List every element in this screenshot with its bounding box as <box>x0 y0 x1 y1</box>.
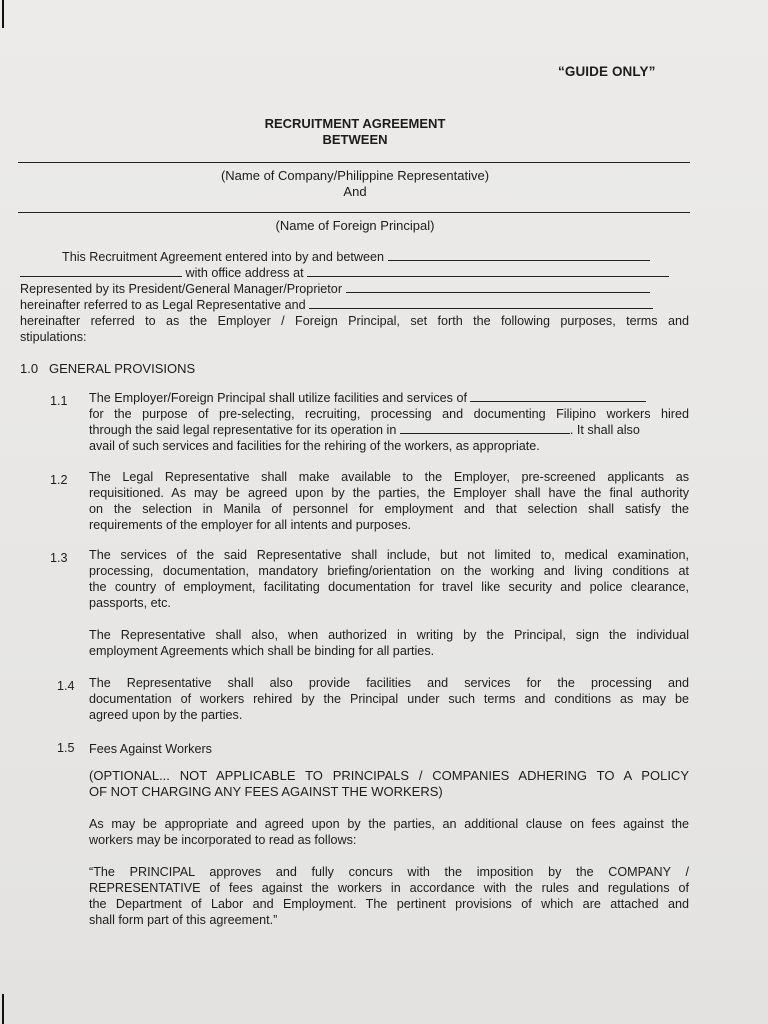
scan-edge-mark <box>2 0 4 28</box>
clause-line: workers may be incorporated to read as follows: <box>89 833 357 847</box>
clause-line: on the selection in Manila of personnel for employment and that selection shall satisfy the <box>89 502 689 516</box>
clause-number: 1.3 <box>50 551 68 565</box>
intro-line: with office address at <box>20 265 669 281</box>
clause-line: employment Agreements which shall be binding for all parties. <box>89 644 435 658</box>
clause-line: for the purpose of pre-selecting, recruiting, processing and documenting Filipino workers hired <box>89 407 689 421</box>
clause-number: 1.5 <box>57 741 75 755</box>
intro-line: stipulations: <box>20 330 87 344</box>
clause-line: requisitioned. As may be agreed upon by the parties, the Employer shall have the final authority <box>89 486 689 500</box>
clause-line: The services of the said Representative shall include, but not limited to, medical examination, <box>89 548 689 562</box>
clause-line: (OPTIONAL... NOT APPLICABLE TO PRINCIPALS / COMPANIES ADHERING TO A POLICY <box>89 768 689 783</box>
principal-caption: (Name of Foreign Principal) <box>275 218 435 233</box>
blank-line <box>388 249 650 261</box>
clause-number: 1.4 <box>57 679 75 693</box>
company-caption: (Name of Company/Philippine Representative) <box>220 168 490 183</box>
clause-line: agreed upon by the parties. <box>89 708 243 722</box>
scan-edge-mark <box>2 994 4 1024</box>
clause-number: 1.2 <box>50 473 68 487</box>
and-label: And <box>343 184 367 199</box>
intro-line: Represented by its President/General Manager/Proprietor <box>20 281 650 297</box>
clause-line: passports, etc. <box>89 596 171 610</box>
document-title: RECRUITMENT AGREEMENT <box>264 116 446 131</box>
intro-line: hereinafter referred to as the Employer / Foreign Principal, set forth the following purposes, terms and <box>20 314 689 328</box>
blank-line <box>400 422 570 434</box>
intro-line: This Recruitment Agreement entered into by and between <box>62 249 650 265</box>
clause-heading: Fees Against Workers <box>89 742 212 756</box>
document-subtitle: BETWEEN <box>322 132 388 147</box>
guide-only-label: “GUIDE ONLY” <box>558 64 656 79</box>
quoted-clause-line: the Department of Labor and Employment. The pertinent provisions of which are attached and <box>89 897 689 911</box>
clause-line: processing, documentation, mandatory briefing/orientation on the working and living conditions at <box>89 564 689 578</box>
clause-line: The Representative shall also, when authorized in writing by the Principal, sign the individual <box>89 628 689 642</box>
section-heading: GENERAL PROVISIONS <box>49 361 196 376</box>
clause-line: OF NOT CHARGING ANY FEES AGAINST THE WORKERS) <box>89 784 443 799</box>
company-name-line <box>18 162 690 163</box>
clause-number: 1.1 <box>50 394 68 408</box>
blank-line <box>470 390 646 402</box>
quoted-clause-line: “The PRINCIPAL approves and fully concurs with the imposition by the COMPANY / <box>89 865 689 879</box>
clause-line: through the said legal representative for its operation in . It shall also <box>89 423 640 437</box>
clause-line: The Employer/Foreign Principal shall utilize facilities and services of <box>89 390 646 406</box>
quoted-clause-line: shall form part of this agreement.” <box>89 913 278 927</box>
clause-line: documentation of workers rehired by the Principal under such terms and conditions as may be <box>89 692 689 706</box>
quoted-clause-line: REPRESENTATIVE of fees against the workers in accordance with the rules and regulations of <box>89 881 689 895</box>
clause-line: avail of such services and facilities for the rehiring of the workers, as appropriate. <box>89 439 540 453</box>
blank-line <box>20 265 182 277</box>
principal-name-line <box>18 212 690 213</box>
clause-line: The Legal Representative shall make available to the Employer, pre-screened applicants as <box>89 470 689 484</box>
clause-line: As may be appropriate and agreed upon by the parties, an additional clause on fees against the <box>89 817 689 831</box>
blank-line <box>309 297 653 309</box>
clause-line: The Representative shall also provide facilities and services for the processing and <box>89 676 689 690</box>
blank-line <box>307 265 669 277</box>
intro-line: hereinafter referred to as Legal Representative and <box>20 297 653 313</box>
blank-line <box>346 281 650 293</box>
clause-line: requirements of the employer for all intents and purposes. <box>89 518 412 532</box>
clause-line: the country of employment, facilitating documentation for travel like security and police clearance, <box>89 580 689 594</box>
section-number: 1.0 <box>20 361 39 376</box>
